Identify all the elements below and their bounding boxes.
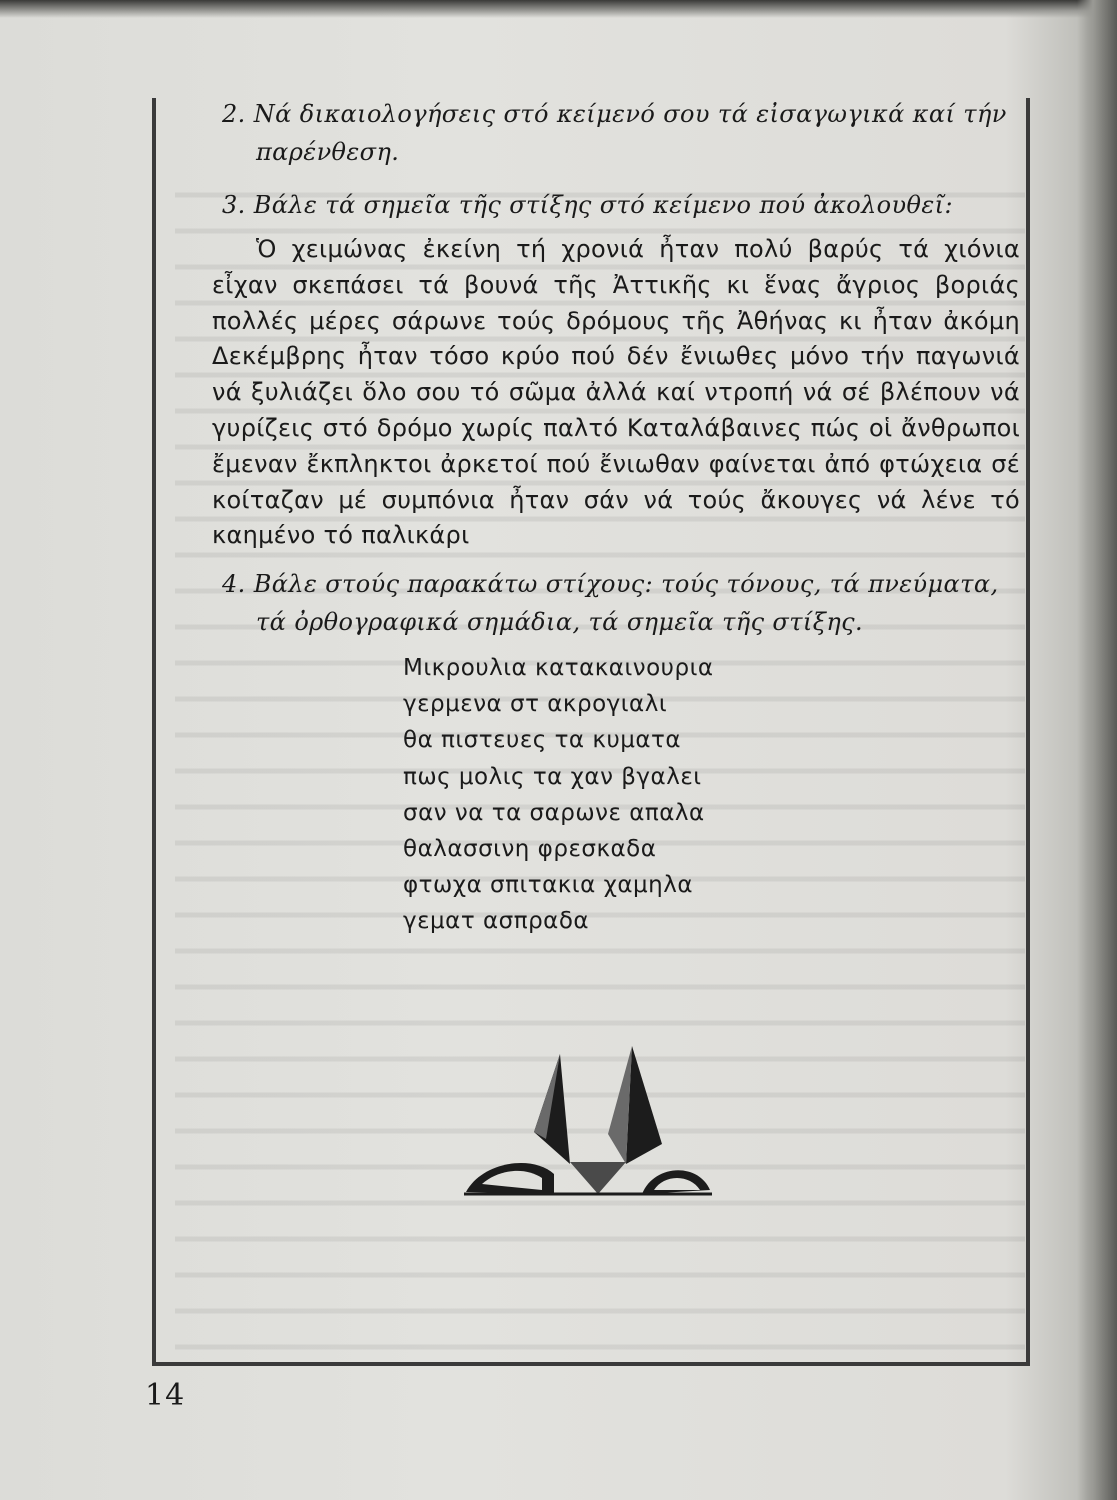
exercise-4-line-2: τά ὀρθογραφικά σημάδια, τά σημεῖα τῆς στίξης. [256, 608, 863, 636]
boat-sails-ornament-icon [462, 1044, 714, 1200]
poem-line: θα πιστευες τα κυματα [403, 727, 682, 754]
poem-line: γεματ ασπραδα [403, 908, 590, 935]
exercise-2 [222, 95, 1032, 171]
exercise-4-number: 4. [222, 570, 246, 598]
exercise-2-line-1: Νά δικαιολογήσεις στό κείμενό σου τά εἰσαγωγικά καί τήν [253, 100, 1007, 128]
exercise-4 [222, 565, 1032, 641]
poem-line: Μικρουλια κατακαινουρια [403, 655, 714, 681]
center-triangle [570, 1162, 626, 1194]
poem-line: φτωχα σπιτακια χαμηλα [403, 872, 693, 899]
page-spine-shadow [1077, 0, 1117, 1500]
poem-line: θαλασσινη φρεσκαδα [403, 836, 657, 863]
exercise-3-line-1: Βάλε τά σημεῖα τῆς στίξης στό κείμενο πού ἀκολουθεῖ: [253, 191, 953, 219]
exercise-4-line-1: Βάλε στούς παρακάτω στίχους: τούς τόνους, τά πνεύματα, [253, 570, 999, 598]
poem-line: πως μολις τα χαν βγαλει [403, 763, 702, 790]
page-top-shadow [0, 0, 1117, 18]
poem-line: σαν να τα σαρωνε απαλα [403, 799, 705, 826]
poem-line: γερμενα στ ακρογιαλι [403, 691, 668, 718]
page-number: 14 [145, 1378, 186, 1413]
poem [403, 650, 714, 940]
right-sail-dark [626, 1046, 662, 1164]
exercise-2-number: 2. [222, 100, 246, 128]
punctuation-exercise-text [212, 232, 1020, 554]
paragraph-text: Ὁ χειμώνας ἐκείνη τή χρονιά ἦταν πολύ βαρύς τά χιόνια εἶχαν σκεπάσει τά βουνά τῆς Ἀττικῆς κι ἕνας ἄγριος βοριάς πολλές μέρες σάρωνε τούς δρόμους τῆς Ἀθήνας κι ἦταν ἀκόμη Δεκέμβρης ἦταν τόσο κρύο πού δέν ἔνιωθες μόνο τήν παγωνιά νά ξυλιάζει ὅλο σου τό σῶμα ἀλλά καί ντροπή νά σέ βλέπουν νά γυρίζεις στό δρόμο χωρίς παλτό Καταλάβαινες πώς οἱ ἄνθρωποι ἔμεναν ἔκπληκτοι ἀρκετοί πού ἔνιωθαν φαίνεται ἀπό φτώχεια σέ κοίταζαν μέ συμπόνια ἦταν σάν νά τούς ἄκουγες νά λένε τό καημένο τό παλικάρι [212, 235, 1020, 550]
exercise-3-number: 3. [222, 191, 246, 219]
left-sail-dark [534, 1054, 570, 1164]
exercise-2-line-2: παρένθεση. [256, 138, 400, 166]
exercise-3 [222, 186, 1032, 224]
